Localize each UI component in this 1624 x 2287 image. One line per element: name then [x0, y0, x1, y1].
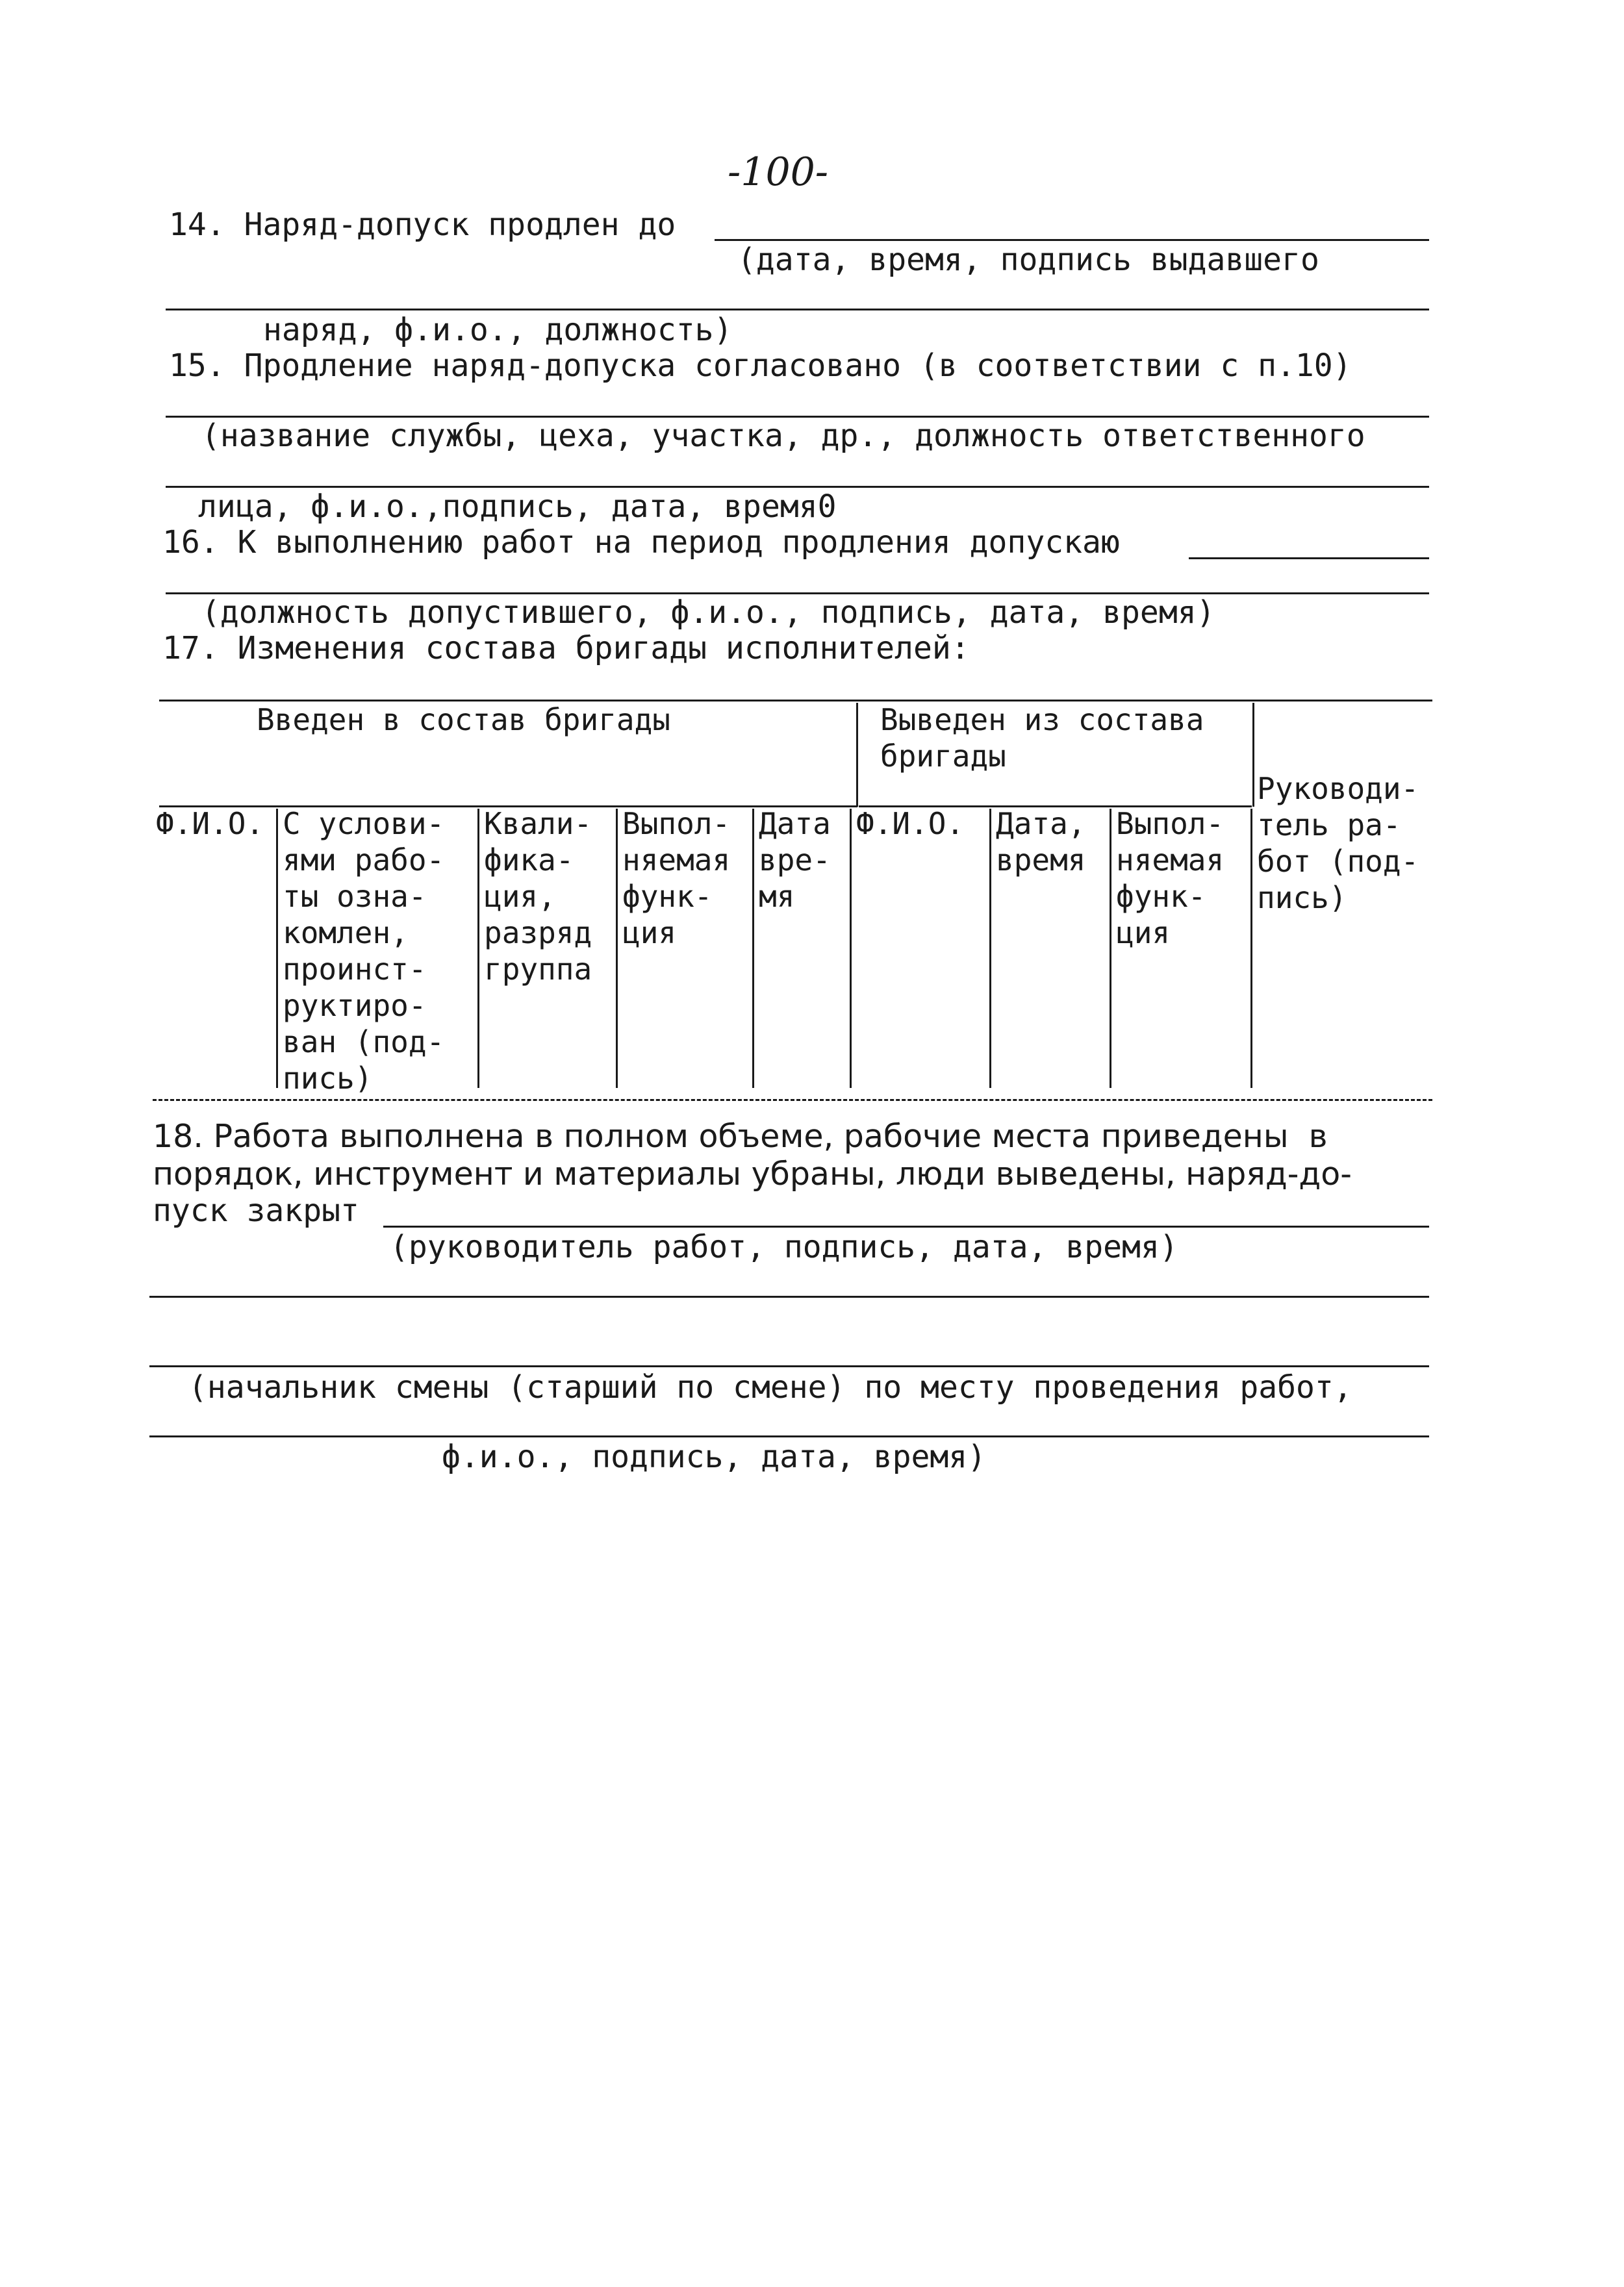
item-18-fill-line — [383, 1226, 1429, 1228]
col-fio-introduced: Ф.И.О. — [156, 806, 264, 841]
col-function-introduced-line: функ- — [622, 879, 713, 914]
col-conditions-line: ями рабо- — [283, 842, 445, 878]
item-17-text: 17. Изменения состава бригады исполнителей: — [162, 630, 970, 666]
col-qualification-line: Квали- — [484, 806, 592, 841]
col-function-removed-line: ция — [1116, 915, 1171, 950]
item-14-caption-b: наряд, ф.и.о., должность) — [263, 312, 733, 348]
col-conditions-line: руктиро- — [283, 988, 427, 1023]
item-16-fill-line — [1189, 557, 1429, 559]
col-conditions-line: проинст- — [283, 952, 427, 987]
col-leader-line: Руководи- — [1257, 771, 1419, 806]
col-date-introduced-line: мя — [759, 879, 795, 914]
item-18-line-3: пуск закрыт — [153, 1193, 359, 1229]
col-leader-line: пись) — [1257, 880, 1347, 915]
item-16-caption: (должность допустившего, ф.и.о., подпись, дата, время) — [201, 594, 1215, 631]
col-divider-8 — [1250, 809, 1252, 1088]
item-18-line-1: 18. Работа выполнена в полном объеме, рабочие места приведены в — [153, 1118, 1328, 1155]
col-function-removed-line: функ- — [1116, 879, 1206, 914]
col-function-removed-line: няемая — [1116, 842, 1224, 878]
item-15-fill-line-2 — [166, 486, 1429, 488]
col-function-removed-line: Выпол- — [1116, 806, 1224, 841]
item-14-fill-line — [715, 239, 1429, 241]
item-15-caption-b: лица, ф.и.о.,подпись, дата, время0 — [198, 488, 837, 525]
col-conditions-line: пись) — [283, 1061, 373, 1096]
col-divider-6 — [989, 809, 991, 1088]
col-qualification-line: разряд — [484, 915, 592, 950]
item-18-caption-c: ф.и.о., подпись, дата, время) — [442, 1439, 987, 1475]
col-divider-3 — [616, 809, 618, 1088]
item-18-fill-line-3 — [149, 1365, 1429, 1367]
page-number: -100- — [728, 149, 829, 195]
item-18-fill-line-2 — [149, 1296, 1429, 1298]
col-conditions-line: С услови- — [283, 806, 445, 841]
item-15-caption-a: (название службы, цеха, участка, др., должность ответственного — [201, 418, 1365, 454]
item-18-caption-b: (начальник смены (старший по смене) по месту проведения работ, — [188, 1369, 1352, 1406]
item-16-text: 16. К выполнению работ на период продления допускаю — [162, 524, 1120, 561]
col-date-removed-line: время — [996, 842, 1086, 878]
col-function-introduced-line: Выпол- — [622, 806, 731, 841]
item-14-caption-a: (дата, время, подпись выдавшего — [737, 242, 1319, 278]
col-date-introduced-line: Дата — [759, 806, 831, 841]
item-18-caption-a: (руководитель работ, подпись, дата, время) — [390, 1229, 1178, 1265]
col-conditions-line: ван (под- — [283, 1024, 445, 1059]
col-divider-2 — [477, 809, 479, 1088]
item-14-fill-line-2 — [166, 309, 1429, 310]
item-15-text: 15. Продление наряд-допуска согласовано (в соответствии с п.10) — [169, 347, 1352, 384]
col-divider-7 — [1110, 809, 1111, 1088]
col-date-removed-line: Дата, — [996, 806, 1086, 841]
group-divider-2 — [1252, 703, 1254, 807]
item-14-text: 14. Наряд-допуск продлен до — [169, 207, 676, 243]
table-bottom-dashed-rule — [153, 1099, 1432, 1101]
item-18-fill-line-4 — [149, 1435, 1429, 1437]
col-conditions-line: комлен, — [283, 915, 409, 950]
col-leader-line: тель ра- — [1257, 807, 1401, 842]
col-conditions-line: ты озна- — [283, 879, 427, 914]
col-divider-1 — [276, 809, 278, 1088]
col-date-introduced-line: вре- — [759, 842, 831, 878]
col-function-introduced-line: няемая — [622, 842, 731, 878]
col-qualification-line: фика- — [484, 842, 574, 878]
group-introduced-header: Введен в состав бригады — [257, 702, 670, 737]
group-divider-1 — [856, 703, 858, 807]
group-removed-header-l1: Выведен из состава — [880, 702, 1204, 737]
col-divider-4 — [752, 809, 754, 1088]
col-qualification-line: ция, — [484, 879, 556, 914]
col-fio-removed: Ф.И.О. — [856, 806, 965, 841]
col-divider-5 — [850, 809, 852, 1088]
col-leader-line: бот (под- — [1257, 844, 1419, 879]
item-18-line-2: порядок, инструмент и материалы убраны, люди выведены, наряд-до- — [153, 1156, 1352, 1193]
col-qualification-line: группа — [484, 952, 592, 987]
col-function-introduced-line: ция — [622, 915, 677, 950]
group-removed-header-l2: бригады — [880, 739, 1006, 774]
